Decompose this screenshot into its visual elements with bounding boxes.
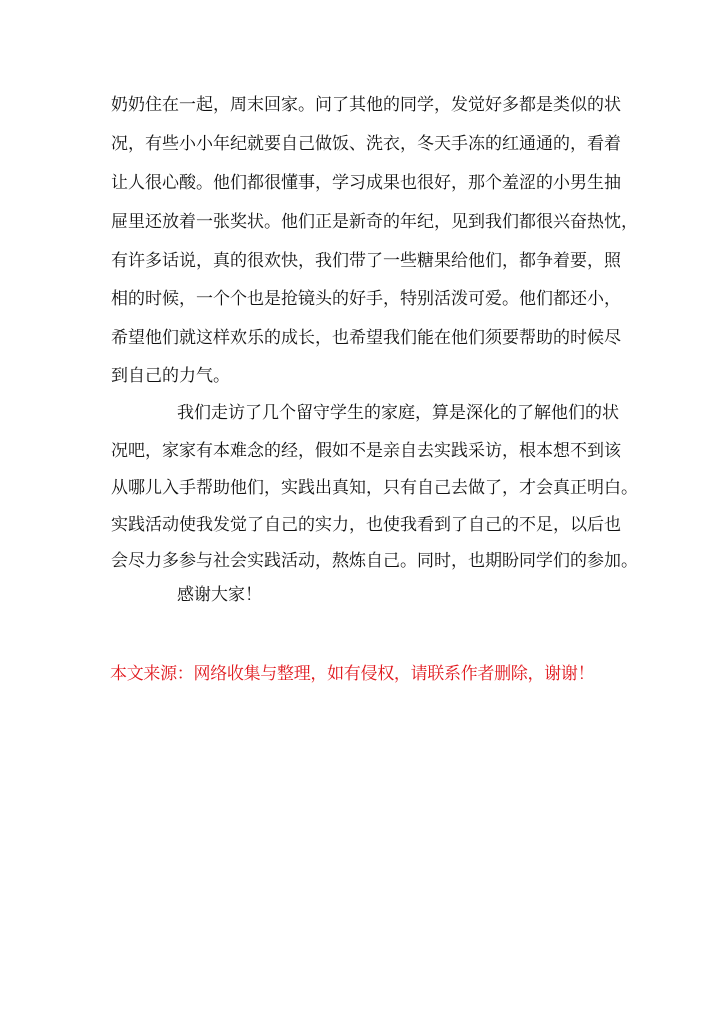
closing-thanks: 感谢大家！ (177, 585, 262, 605)
paragraph-1-line-8: 到自己的力气。 (111, 366, 230, 386)
source-note: 本文来源：网络收集与整理，如有侵权，请联系作者删除，谢谢！ (110, 664, 595, 684)
paragraph-1-line-4: 屉里还放着一张奖状。他们正是新奇的年纪，见到我们都很兴奋热忱， (111, 212, 638, 232)
paragraph-1-line-2: 况，有些小小年纪就要自己做饭、洗衣，冬天手冻的红通通的，看着 (111, 134, 621, 154)
paragraph-1-line-3: 让人很心酸。他们都很懂事，学习成果也很好，那个羞涩的小男生抽 (111, 173, 621, 193)
paragraph-1-line-7: 希望他们就这样欢乐的成长，也希望我们能在他们须要帮助的时候尽 (111, 328, 621, 348)
paragraph-1-line-1: 奶奶住在一起，周末回家。问了其他的同学，发觉好多都是类似的状 (111, 95, 621, 115)
paragraph-2-line-3: 从哪儿入手帮助他们，实践出真知，只有自己去做了，才会真正明白。 (111, 478, 638, 498)
paragraph-2-line-2: 况吧，家家有本难念的经，假如不是亲自去实践采访，根本想不到该 (111, 441, 621, 461)
paragraph-1-line-5: 有许多话说，真的很欢快，我们带了一些糖果给他们，都争着要，照 (111, 251, 621, 271)
paragraph-1-line-6: 相的时候，一个个也是抢镜头的好手，特别活泼可爱。他们都还小， (111, 289, 621, 309)
paragraph-2-line-5: 会尽力多参与社会实践活动，熬炼自己。同时，也期盼同学们的参加。 (111, 551, 638, 571)
paragraph-2-line-4: 实践活动使我发觉了自己的实力，也使我看到了自己的不足，以后也 (111, 515, 621, 535)
paragraph-2-line-1: 我们走访了几个留守学生的家庭，算是深化的了解他们的状 (177, 403, 619, 423)
